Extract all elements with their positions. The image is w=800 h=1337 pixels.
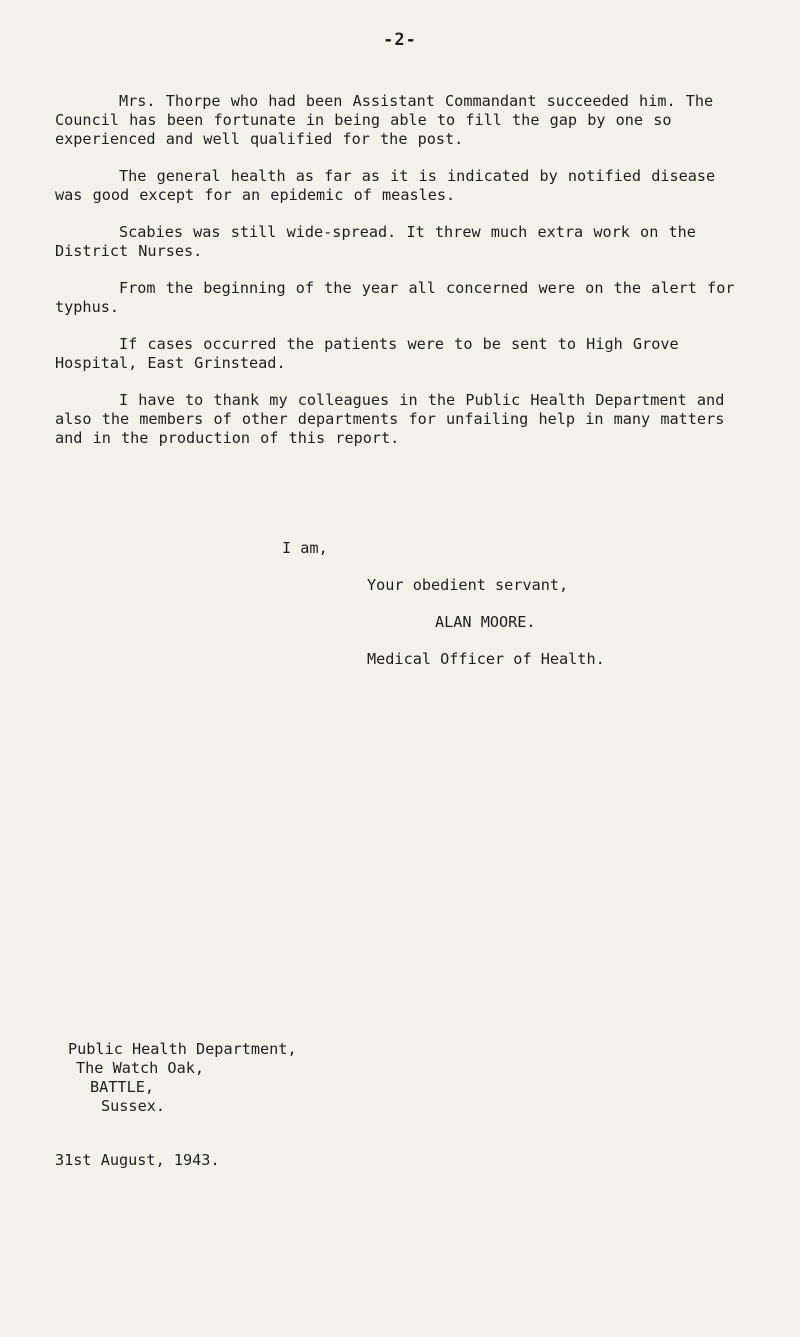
address-line: The Watch Oak, — [76, 1059, 205, 1077]
letter-body — [55, 92, 745, 466]
salutation: I am, — [282, 539, 328, 557]
paragraph-general-health: The general health as far as it is indicated by notified disease was good except for an epidemic of measles. — [55, 167, 716, 204]
paragraph-thanks: I have to thank my colleagues in the Public Health Department and also the members of other departments for unfailing help in many matters and in the production of this report. — [55, 391, 725, 447]
address-line: BATTLE, — [90, 1078, 155, 1096]
paragraph-hospital: If cases occurred the patients were to be sent to High Grove Hospital, East Grinstead. — [55, 335, 679, 372]
sender-address — [68, 1040, 297, 1116]
address-line: Public Health Department, — [68, 1040, 297, 1058]
signatory-title: Medical Officer of Health. — [367, 650, 605, 668]
paragraph-scabies: Scabies was still wide-spread. It threw much extra work on the District Nurses. — [55, 223, 696, 260]
letter-date: 31st August, 1943. — [55, 1151, 220, 1169]
paragraph-typhus: From the beginning of the year all concerned were on the alert for typhus. — [55, 279, 735, 316]
page-number: -2- — [383, 30, 417, 50]
address-line: Sussex. — [101, 1097, 166, 1115]
signatory-name: ALAN MOORE. — [435, 613, 536, 631]
paragraph-succession: Mrs. Thorpe who had been Assistant Commandant succeeded him. The Council has been fortunate in being able to fill the gap by one so experienced and well qualified for the post. — [55, 92, 714, 148]
valediction: Your obedient servant, — [367, 576, 569, 594]
